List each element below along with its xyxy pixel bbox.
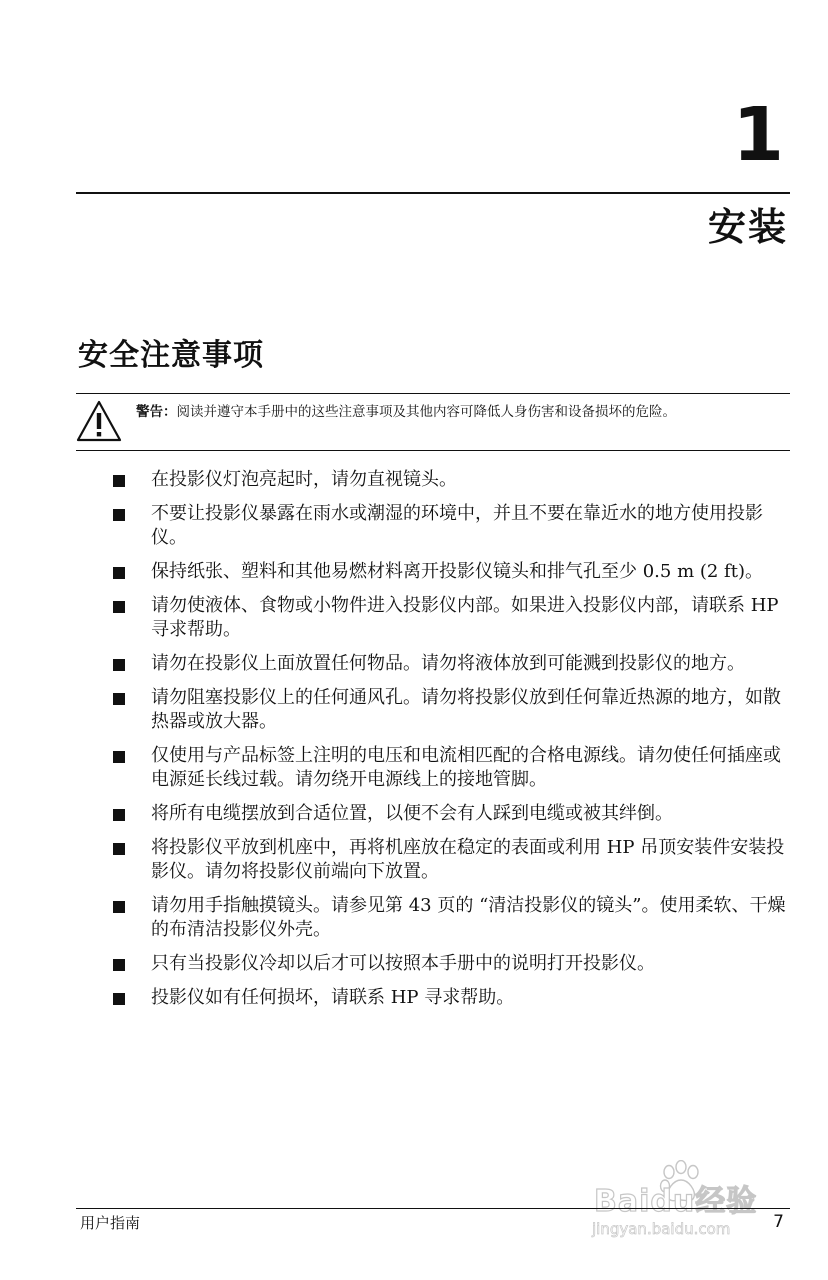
bullet-square-icon (113, 901, 125, 913)
warning-text (136, 403, 776, 421)
list-item (110, 652, 791, 676)
bullet-square-icon (113, 843, 125, 855)
list-item-text: 保持纸张、塑料和其他易燃材料离开投影仪镜头和排气孔至少 0.5 m (2 ft)。 (151, 561, 763, 582)
list-item (110, 802, 791, 826)
page-number: 7 (773, 1212, 784, 1232)
list-item (110, 502, 791, 550)
list-item (110, 594, 791, 642)
warning-label: 警告： (136, 404, 177, 420)
list-item-text: 只有当投影仪冷却以后才可以按照本手册中的说明打开投影仪。 (151, 953, 655, 974)
watermark-url: jingyan.baidu.com (592, 1220, 731, 1238)
list-item-text: 不要让投影仪暴露在雨水或潮湿的环境中，并且不要在靠近水的地方使用投影仪。 (151, 503, 763, 548)
list-item (110, 468, 791, 492)
bullet-square-icon (113, 475, 125, 487)
bullet-square-icon (113, 509, 125, 521)
warning-body: 阅读并遵守本手册中的这些注意事项及其他内容可降低人身伤害和设备损坏的危险。 (176, 404, 676, 420)
list-item-text: 请勿阻塞投影仪上的任何通风孔。请勿将投影仪放到任何靠近热源的地方，如散热器或放大器。 (151, 687, 781, 732)
watermark-brand: Baidu经验 (594, 1184, 758, 1219)
list-item-text: 仅使用与产品标签上注明的电压和电流相匹配的合格电源线。请勿使任何插座或电源延长线过载。请勿绕开电源线上的接地管脚。 (151, 745, 781, 790)
footer-title: 用户指南 (80, 1214, 141, 1232)
list-item-text: 请勿用手指触摸镜头。请参见第 43 页的 “清洁投影仪的镜头”。使用柔软、干燥的布清洁投影仪外壳。 (151, 895, 786, 940)
list-item-text: 请勿在投影仪上面放置任何物品。请勿将液体放到可能溅到投影仪的地方。 (151, 653, 745, 674)
section-heading: 安全注意事项 (78, 338, 264, 373)
warning-box (76, 393, 790, 451)
bullet-square-icon (113, 993, 125, 1005)
list-item (110, 744, 791, 792)
chapter-title: 安装 (707, 205, 788, 249)
footer-rule (76, 1208, 790, 1209)
list-item-text: 请勿使液体、食物或小物件进入投影仪内部。如果进入投影仪内部，请联系 HP 寻求帮助。 (151, 595, 779, 640)
bullet-square-icon (113, 567, 125, 579)
list-item-text: 将所有电缆摆放到合适位置，以便不会有人踩到电缆或被其绊倒。 (151, 803, 673, 824)
chapter-rule (76, 192, 790, 194)
bullet-square-icon (113, 809, 125, 821)
list-item (110, 894, 791, 942)
bullet-square-icon (113, 751, 125, 763)
bullet-square-icon (113, 693, 125, 705)
baidu-jingyan-watermark (588, 1160, 788, 1246)
list-item-text: 投影仪如有任何损坏，请联系 HP 寻求帮助。 (151, 987, 515, 1008)
warning-triangle-icon (76, 400, 122, 442)
bullet-square-icon (113, 601, 125, 613)
safety-list (110, 468, 800, 1020)
list-item-text: 在投影仪灯泡亮起时，请勿直视镜头。 (151, 469, 457, 490)
list-item-text: 将投影仪平放到机座中，再将机座放在稳定的表面或利用 HP 吊顶安装件安装投影仪。请勿将投影仪前端向下放置。 (151, 837, 785, 882)
list-item (110, 686, 791, 734)
bullet-square-icon (113, 659, 125, 671)
list-item (110, 560, 791, 584)
chapter-number: 1 (732, 92, 784, 178)
bullet-square-icon (113, 959, 125, 971)
list-item (110, 836, 791, 884)
list-item (110, 952, 791, 976)
list-item (110, 986, 791, 1010)
